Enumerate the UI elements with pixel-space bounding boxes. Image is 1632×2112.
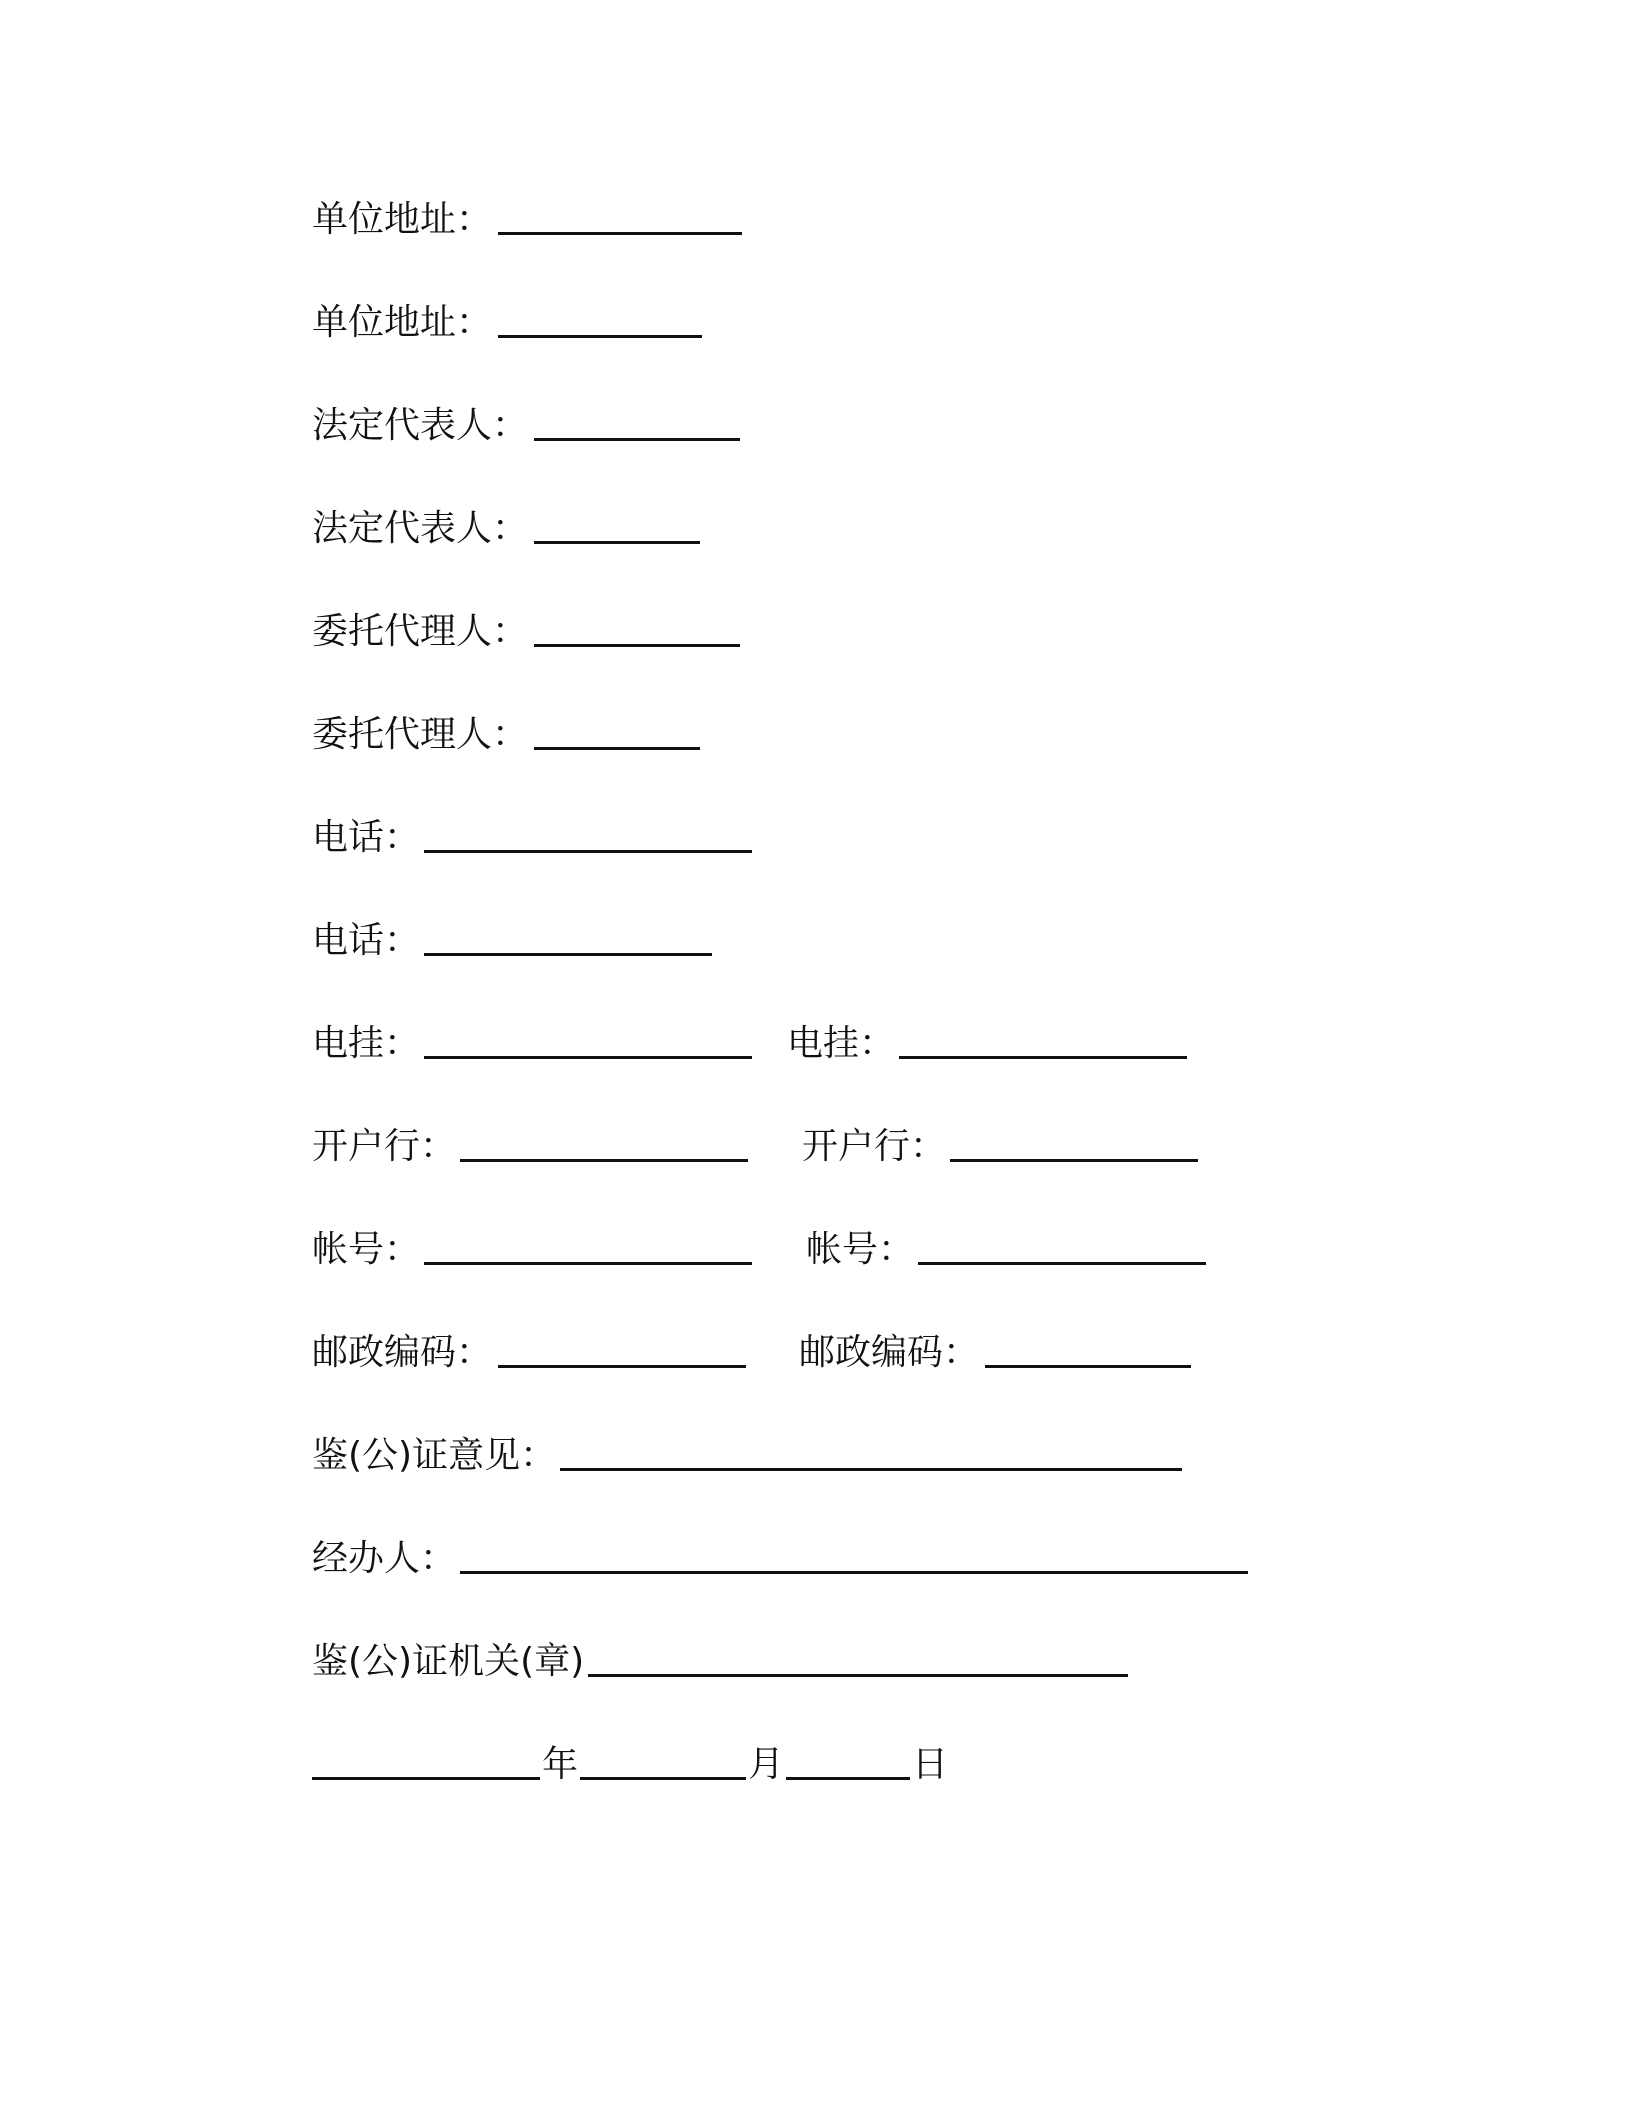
fax-row <box>312 1014 1212 1074</box>
bank-label-right: 开户行： <box>802 1126 947 1167</box>
unit-address-blank[interactable] <box>498 335 702 338</box>
notary-opinion-row <box>312 1426 1212 1486</box>
handler-row <box>312 1529 1262 1589</box>
fax-label-right: 电挂： <box>787 1023 896 1064</box>
notary-office-label: 鉴(公)证机关(章) <box>312 1641 585 1682</box>
postcode-label-left: 邮政编码： <box>312 1332 493 1373</box>
bank-label-left: 开户行： <box>312 1126 457 1167</box>
month-blank[interactable] <box>580 1777 746 1780</box>
account-row <box>312 1220 1212 1280</box>
date-row <box>312 1735 1012 1795</box>
day-label: 日 <box>912 1744 949 1785</box>
phone-label: 电话： <box>312 920 421 961</box>
year-label: 年 <box>542 1744 579 1785</box>
agent-label: 委托代理人： <box>312 714 529 755</box>
account-label-right: 帐号： <box>806 1229 915 1270</box>
notary-opinion-label: 鉴(公)证意见： <box>312 1435 557 1476</box>
agent-blank[interactable] <box>534 644 740 647</box>
legal-representative-blank[interactable] <box>534 541 700 544</box>
phone-blank[interactable] <box>424 850 752 853</box>
notary-office-blank[interactable] <box>588 1674 1128 1677</box>
bank-blank-right[interactable] <box>950 1159 1198 1162</box>
agent-blank[interactable] <box>534 747 700 750</box>
postcode-label-right: 邮政编码： <box>799 1332 980 1373</box>
handler-blank[interactable] <box>460 1571 1248 1574</box>
phone-blank[interactable] <box>424 953 712 956</box>
legal-representative-blank[interactable] <box>534 438 740 441</box>
unit-address-label: 单位地址： <box>312 199 493 240</box>
legal-representative-label: 法定代表人： <box>312 405 529 446</box>
postcode-blank-right[interactable] <box>985 1365 1191 1368</box>
phone-label: 电话： <box>312 817 421 858</box>
fax-blank-right[interactable] <box>899 1056 1187 1059</box>
account-blank-right[interactable] <box>918 1262 1206 1265</box>
account-blank-left[interactable] <box>424 1262 752 1265</box>
notary-opinion-blank[interactable] <box>560 1468 1182 1471</box>
fax-blank-left[interactable] <box>424 1056 752 1059</box>
postcode-blank-left[interactable] <box>498 1365 746 1368</box>
unit-address-label: 单位地址： <box>312 302 493 343</box>
day-blank[interactable] <box>786 1777 910 1780</box>
notary-office-row <box>312 1632 1212 1692</box>
postcode-row <box>312 1323 1212 1383</box>
account-label-left: 帐号： <box>312 1229 421 1270</box>
unit-address-blank[interactable] <box>498 232 742 235</box>
legal-representative-label: 法定代表人： <box>312 508 529 549</box>
handler-label: 经办人： <box>312 1538 457 1579</box>
agent-label: 委托代理人： <box>312 611 529 652</box>
month-label: 月 <box>748 1744 785 1785</box>
bank-blank-left[interactable] <box>460 1159 748 1162</box>
year-blank[interactable] <box>312 1777 540 1780</box>
fax-label-left: 电挂： <box>312 1023 421 1064</box>
bank-row <box>312 1117 1212 1177</box>
